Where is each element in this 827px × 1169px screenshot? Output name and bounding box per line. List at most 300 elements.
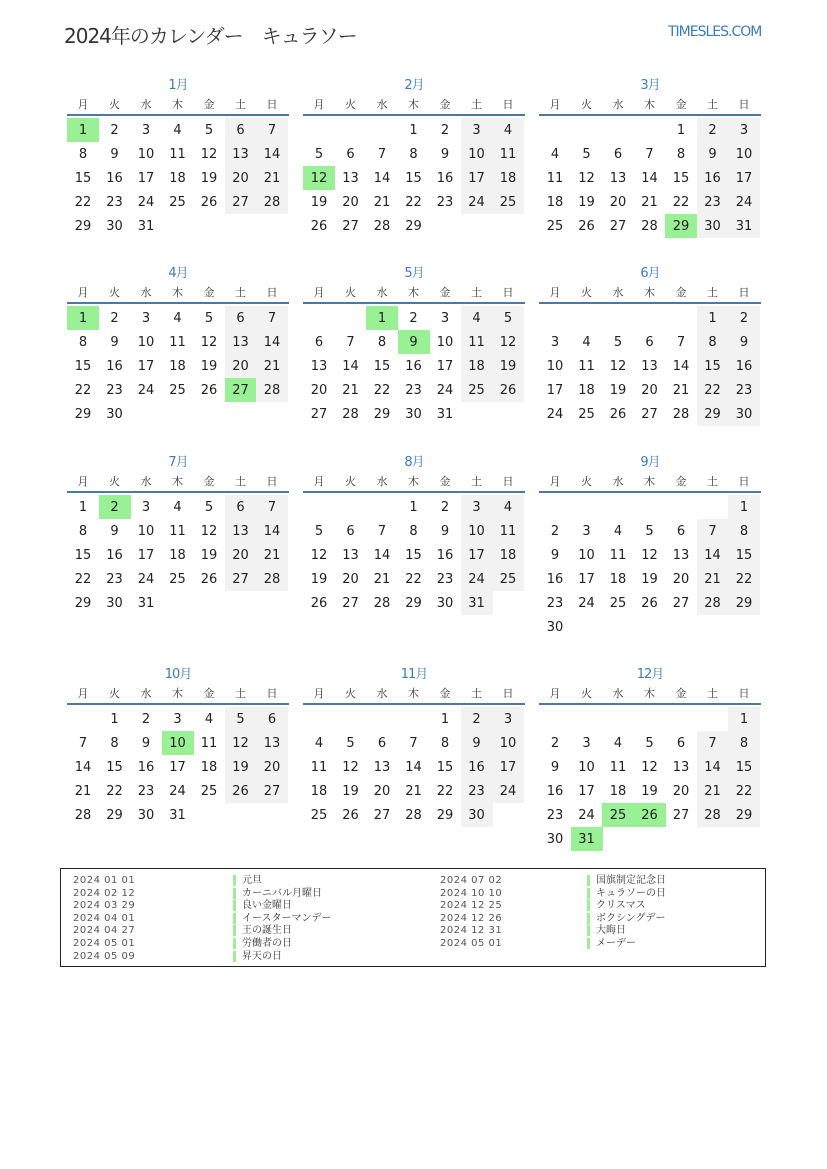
day-cell: 16 [106, 547, 123, 563]
weekday-header: 土 [235, 286, 246, 299]
weekday-header: 日 [266, 475, 278, 488]
day-cell: 6 [676, 735, 686, 751]
weekday-header: 火 [109, 475, 120, 488]
day-cell: 8 [409, 523, 418, 539]
day-cell: 17 [578, 783, 595, 799]
day-cell: 27 [672, 807, 690, 823]
month-title: 9月 [640, 455, 660, 470]
day-cell: 8 [728, 731, 760, 755]
day-cell: 19 [200, 358, 218, 374]
weekday-header: 火 [345, 98, 356, 111]
legend-holiday-name: 元旦 [233, 875, 262, 886]
day-cell: 22 [74, 194, 92, 210]
day-cell: 22 [373, 382, 391, 398]
day-cell: 2 [110, 310, 119, 326]
day-cell: 12 [609, 358, 627, 374]
day-cell: 13 [225, 330, 257, 354]
weekday-header: 火 [345, 475, 356, 488]
month-title: 5月 [404, 266, 424, 281]
weekday-header: 火 [581, 687, 592, 700]
day-cell: 14 [256, 142, 288, 166]
month-title: 4月 [168, 266, 188, 281]
weekday-header: 火 [109, 687, 120, 700]
day-cell: 11 [169, 146, 186, 162]
day-cell: 21 [256, 354, 288, 378]
day-cell: 5 [346, 735, 355, 751]
day-cell: 24 [461, 190, 493, 214]
day-cell: 25 [492, 567, 524, 591]
day-cell: 15 [373, 358, 391, 374]
day-cell: 29 [728, 591, 760, 615]
day-cell: 9 [141, 735, 151, 751]
weekday-header: 火 [581, 98, 592, 111]
day-cell: 15 [74, 170, 92, 186]
day-cell: 23 [137, 783, 155, 799]
day-cell: 4 [314, 735, 324, 751]
day-cell: 12 [200, 146, 218, 162]
weekday-header: 日 [738, 475, 750, 488]
day-cell: 8 [409, 146, 418, 162]
day-cell: 13 [672, 759, 690, 775]
day-cell: 17 [546, 382, 564, 398]
day-cell: 29 [74, 218, 92, 234]
day-cell: 10 [436, 334, 454, 350]
legend-date: 2024 05 01 [73, 938, 136, 949]
weekday-header: 木 [408, 98, 419, 111]
day-cell: 18 [578, 382, 595, 398]
day-cell: 12 [200, 334, 218, 350]
holiday-cell: 12 [303, 166, 335, 190]
day-cell: 26 [578, 218, 595, 234]
day-cell: 30 [106, 218, 123, 234]
day-cell: 20 [225, 543, 257, 567]
weekday-header: 土 [707, 687, 718, 700]
day-cell: 4 [492, 495, 524, 519]
day-cell: 20 [256, 755, 288, 779]
day-cell: 30 [106, 595, 123, 611]
day-cell: 1 [110, 711, 119, 727]
day-cell: 23 [106, 571, 123, 587]
weekday-header: 木 [644, 687, 655, 700]
day-cell: 25 [546, 218, 564, 234]
day-cell: 29 [74, 406, 92, 422]
day-cell: 17 [578, 571, 595, 587]
day-cell: 7 [346, 334, 355, 350]
weekday-header: 土 [235, 475, 246, 488]
day-cell: 6 [346, 146, 355, 162]
day-cell: 15 [697, 354, 729, 378]
day-cell: 6 [377, 735, 387, 751]
site-logo[interactable]: TIMESLES.COM [668, 24, 762, 40]
day-cell: 30 [137, 807, 155, 823]
day-cell: 7 [676, 334, 686, 350]
day-cell: 19 [342, 783, 359, 799]
day-cell: 22 [74, 571, 92, 587]
day-cell: 3 [141, 122, 151, 138]
day-cell: 6 [256, 707, 288, 731]
day-cell: 31 [137, 595, 155, 611]
day-cell: 12 [492, 330, 524, 354]
day-cell: 16 [546, 783, 564, 799]
day-cell: 11 [492, 519, 524, 543]
day-cell: 1 [409, 499, 418, 515]
day-cell: 1 [697, 306, 729, 330]
day-cell: 24 [492, 779, 524, 803]
day-cell: 14 [697, 755, 729, 779]
day-cell: 10 [137, 334, 155, 350]
holiday-cell: 26 [634, 803, 666, 827]
month-rule [67, 703, 289, 705]
weekday-header: 土 [235, 687, 246, 700]
legend-holiday-name: 労働者の日 [233, 938, 292, 949]
day-cell: 27 [672, 595, 690, 611]
month-rule [67, 491, 289, 493]
day-cell: 22 [436, 783, 454, 799]
day-cell: 11 [461, 330, 493, 354]
month-title: 6月 [640, 266, 660, 281]
legend-holiday-name: クリスマス [587, 900, 646, 911]
day-cell: 31 [137, 218, 155, 234]
legend-date: 2024 12 31 [440, 925, 503, 937]
day-cell: 3 [173, 711, 182, 727]
day-cell: 19 [310, 571, 328, 587]
day-cell: 12 [641, 547, 658, 563]
day-cell: 7 [697, 731, 729, 755]
day-cell: 20 [641, 382, 658, 398]
weekday-header: 土 [707, 98, 718, 111]
month-title: 10月 [164, 667, 192, 682]
day-cell: 10 [728, 142, 760, 166]
weekday-header: 月 [313, 286, 325, 299]
weekday-header: 金 [439, 687, 451, 700]
day-cell: 15 [436, 759, 454, 775]
day-cell: 14 [405, 759, 422, 775]
day-cell: 9 [110, 146, 119, 162]
weekday-header: 日 [266, 687, 278, 700]
day-cell: 11 [310, 759, 328, 775]
legend-date: 2024 04 27 [73, 925, 136, 937]
weekday-header: 水 [140, 475, 152, 488]
legend-holiday-name: メーデー [587, 938, 636, 949]
day-cell: 18 [492, 166, 524, 190]
weekday-header: 月 [77, 286, 89, 299]
day-cell: 11 [609, 547, 627, 563]
day-cell: 24 [137, 382, 155, 398]
day-cell: 5 [613, 334, 623, 350]
day-cell: 30 [546, 619, 564, 635]
month-title: 3月 [640, 78, 660, 93]
weekday-header: 木 [644, 286, 655, 299]
day-cell: 9 [110, 523, 119, 539]
day-cell: 24 [578, 807, 595, 823]
day-cell: 12 [310, 547, 328, 563]
day-cell: 20 [342, 571, 359, 587]
day-cell: 6 [346, 523, 355, 539]
day-cell: 22 [405, 194, 422, 210]
day-cell: 6 [225, 118, 257, 142]
holiday-cell: 1 [366, 306, 398, 330]
day-cell: 29 [405, 595, 422, 611]
month-title: 11月 [400, 667, 428, 682]
day-cell: 15 [405, 170, 422, 186]
legend-holiday-name: イースターマンデー [233, 913, 332, 924]
day-cell: 22 [728, 779, 760, 803]
day-cell: 30 [106, 406, 123, 422]
day-cell: 14 [373, 170, 391, 186]
day-cell: 21 [373, 571, 391, 587]
day-cell: 20 [225, 354, 257, 378]
day-cell: 20 [310, 382, 328, 398]
weekday-header: 木 [172, 687, 183, 700]
day-cell: 9 [697, 142, 729, 166]
day-cell: 13 [641, 358, 658, 374]
legend-holiday-name: 昇天の日 [233, 951, 282, 962]
day-cell: 26 [641, 595, 658, 611]
weekday-header: 土 [471, 286, 482, 299]
holiday-cell: 25 [602, 803, 634, 827]
weekday-header: 金 [203, 475, 215, 488]
day-cell: 4 [550, 146, 560, 162]
day-cell: 2 [409, 310, 418, 326]
month-rule [539, 114, 761, 116]
day-cell: 22 [697, 378, 729, 402]
weekday-header: 土 [471, 475, 482, 488]
day-cell: 28 [256, 190, 288, 214]
weekday-header: 水 [612, 687, 624, 700]
month-title: 1月 [168, 78, 188, 93]
day-cell: 25 [461, 378, 493, 402]
day-cell: 30 [728, 402, 760, 426]
day-cell: 30 [546, 831, 564, 847]
day-cell: 23 [436, 194, 454, 210]
weekday-header: 日 [502, 286, 514, 299]
day-cell: 8 [78, 334, 88, 350]
day-cell: 27 [641, 406, 658, 422]
day-cell: 15 [728, 755, 760, 779]
day-cell: 24 [461, 567, 493, 591]
month-rule [67, 114, 289, 116]
day-cell: 7 [256, 306, 288, 330]
day-cell: 19 [200, 170, 218, 186]
weekday-header: 月 [313, 687, 325, 700]
day-cell: 27 [225, 567, 257, 591]
weekday-header: 日 [502, 98, 514, 111]
weekday-header: 火 [109, 98, 120, 111]
legend-date: 2024 03 29 [73, 900, 136, 912]
day-cell: 11 [492, 142, 524, 166]
day-cell: 4 [582, 334, 591, 350]
day-cell: 13 [672, 547, 690, 563]
day-cell: 29 [697, 402, 729, 426]
day-cell: 29 [405, 218, 422, 234]
day-cell: 1 [440, 711, 450, 727]
day-cell: 15 [74, 547, 92, 563]
day-cell: 26 [200, 194, 218, 210]
day-cell: 22 [106, 783, 123, 799]
day-cell: 14 [672, 358, 690, 374]
day-cell: 6 [645, 334, 654, 350]
day-cell: 21 [256, 166, 288, 190]
day-cell: 1 [78, 499, 88, 515]
month-title: 8月 [404, 455, 424, 470]
day-cell: 17 [137, 358, 155, 374]
day-cell: 23 [436, 571, 454, 587]
day-cell: 17 [728, 166, 760, 190]
day-cell: 12 [225, 731, 257, 755]
day-cell: 8 [728, 519, 760, 543]
day-cell: 28 [697, 591, 729, 615]
day-cell: 25 [310, 807, 328, 823]
day-cell: 11 [609, 759, 627, 775]
weekday-header: 日 [738, 286, 750, 299]
day-cell: 21 [74, 783, 92, 799]
day-cell: 22 [728, 567, 760, 591]
day-cell: 26 [310, 595, 328, 611]
page-title: 2024年のカレンダー キュラソー [64, 24, 357, 48]
day-cell: 3 [492, 707, 524, 731]
day-cell: 29 [373, 406, 391, 422]
day-cell: 28 [373, 218, 391, 234]
day-cell: 18 [461, 354, 493, 378]
day-cell: 22 [74, 382, 92, 398]
day-cell: 17 [137, 547, 155, 563]
day-cell: 7 [697, 519, 729, 543]
day-cell: 28 [641, 218, 658, 234]
day-cell: 3 [728, 118, 760, 142]
weekday-header: 日 [738, 687, 750, 700]
day-cell: 24 [728, 190, 760, 214]
day-cell: 28 [74, 807, 92, 823]
day-cell: 8 [440, 735, 450, 751]
day-cell: 25 [492, 190, 524, 214]
weekday-header: 火 [109, 286, 120, 299]
day-cell: 13 [609, 170, 627, 186]
day-cell: 26 [492, 378, 524, 402]
day-cell: 4 [461, 306, 493, 330]
day-cell: 23 [106, 382, 123, 398]
day-cell: 11 [169, 334, 186, 350]
holiday-cell: 2 [99, 495, 131, 519]
day-cell: 16 [436, 170, 454, 186]
day-cell: 2 [141, 711, 151, 727]
day-cell: 12 [641, 759, 658, 775]
weekday-header: 火 [345, 687, 356, 700]
day-cell: 30 [436, 595, 454, 611]
day-cell: 27 [373, 807, 391, 823]
day-cell: 10 [461, 142, 493, 166]
day-cell: 14 [373, 547, 391, 563]
day-cell: 6 [225, 306, 257, 330]
legend-date: 2024 02 12 [73, 887, 136, 899]
weekday-header: 月 [549, 98, 561, 111]
day-cell: 30 [697, 214, 729, 238]
day-cell: 3 [141, 310, 151, 326]
day-cell: 3 [461, 118, 493, 142]
day-cell: 19 [578, 194, 595, 210]
day-cell: 15 [728, 543, 760, 567]
day-cell: 13 [310, 358, 328, 374]
day-cell: 23 [697, 190, 729, 214]
weekday-header: 月 [77, 475, 89, 488]
legend-holiday-name: キュラソーの日 [587, 888, 666, 899]
day-cell: 6 [676, 523, 686, 539]
weekday-header: 月 [77, 98, 89, 111]
day-cell: 1 [409, 122, 418, 138]
day-cell: 13 [256, 731, 288, 755]
day-cell: 2 [550, 735, 560, 751]
day-cell: 5 [492, 306, 524, 330]
weekday-header: 火 [581, 286, 592, 299]
weekday-header: 水 [140, 98, 152, 111]
day-cell: 8 [78, 523, 88, 539]
weekday-header: 水 [612, 286, 624, 299]
day-cell: 14 [697, 543, 729, 567]
day-cell: 15 [672, 170, 690, 186]
day-cell: 29 [436, 807, 454, 823]
day-cell: 10 [137, 523, 155, 539]
day-cell: 13 [342, 170, 359, 186]
day-cell: 18 [609, 571, 627, 587]
day-cell: 1 [728, 707, 760, 731]
day-cell: 6 [613, 146, 623, 162]
day-cell: 31 [169, 807, 186, 823]
weekday-header: 水 [376, 98, 388, 111]
day-cell: 5 [204, 499, 214, 515]
weekday-header: 金 [675, 475, 687, 488]
weekday-header: 木 [408, 475, 419, 488]
month-rule [539, 302, 761, 304]
weekday-header: 火 [345, 286, 356, 299]
day-cell: 3 [461, 495, 493, 519]
day-cell: 31 [436, 406, 454, 422]
legend-date: 2024 05 09 [73, 950, 136, 962]
weekday-header: 日 [266, 98, 278, 111]
day-cell: 17 [461, 543, 493, 567]
day-cell: 16 [137, 759, 155, 775]
day-cell: 10 [578, 759, 595, 775]
weekday-header: 木 [172, 475, 183, 488]
legend-date: 2024 10 10 [440, 887, 503, 899]
day-cell: 29 [106, 807, 123, 823]
day-cell: 23 [546, 807, 564, 823]
day-cell: 19 [200, 547, 218, 563]
month-rule [303, 703, 525, 705]
day-cell: 5 [645, 735, 654, 751]
weekday-header: 火 [581, 475, 592, 488]
weekday-header: 木 [408, 687, 419, 700]
day-cell: 14 [74, 759, 92, 775]
day-cell: 16 [461, 755, 493, 779]
day-cell: 13 [225, 142, 257, 166]
day-cell: 23 [461, 779, 493, 803]
day-cell: 5 [225, 707, 257, 731]
day-cell: 26 [310, 218, 328, 234]
day-cell: 5 [314, 523, 324, 539]
day-cell: 13 [373, 759, 391, 775]
weekday-header: 日 [502, 687, 514, 700]
weekday-header: 木 [408, 286, 419, 299]
day-cell: 1 [676, 122, 686, 138]
day-cell: 20 [609, 194, 627, 210]
day-cell: 9 [550, 759, 560, 775]
legend-date: 2024 12 26 [440, 912, 503, 924]
weekday-header: 水 [612, 98, 624, 111]
day-cell: 21 [373, 194, 391, 210]
legend-holiday-name: 大晦日 [587, 925, 626, 936]
day-cell: 10 [546, 358, 564, 374]
day-cell: 4 [173, 310, 182, 326]
day-cell: 27 [256, 779, 288, 803]
